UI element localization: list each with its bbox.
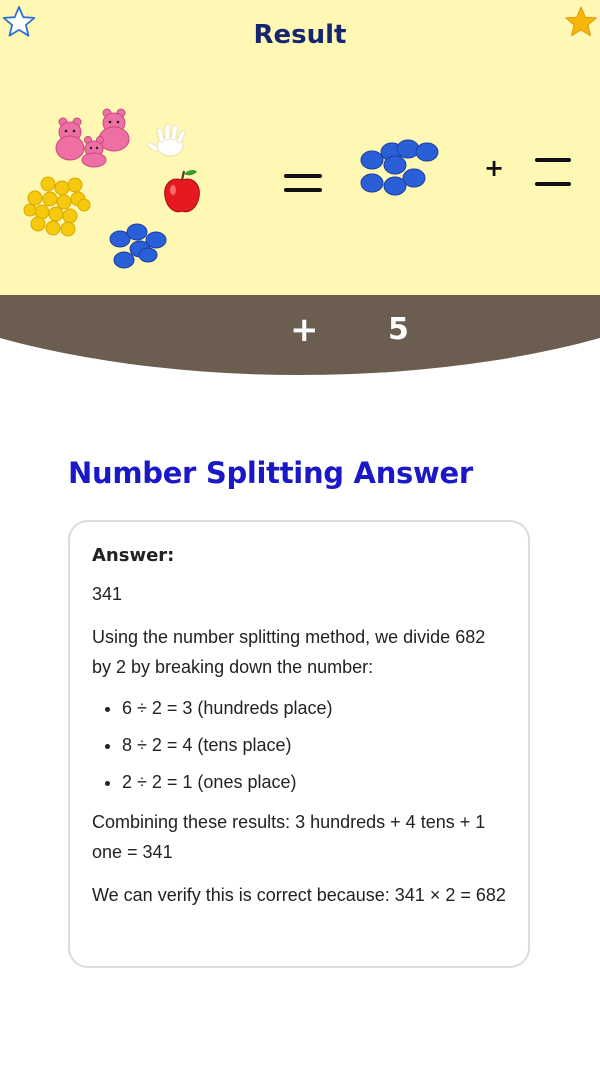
equals-sign-right-bottom bbox=[535, 182, 571, 186]
manipulatives-illustration bbox=[0, 0, 600, 295]
page-title: Result bbox=[253, 20, 347, 50]
blue-blocks-icon bbox=[110, 224, 166, 268]
combination-text: Combining these results: 3 hundreds + 4 tens + 1 one = 341 bbox=[92, 812, 486, 862]
answer-card bbox=[68, 520, 530, 968]
plus-sign: + bbox=[484, 154, 505, 182]
apple-icon bbox=[165, 170, 200, 212]
verification-text: We can verify this is correct because: 341 × 2 = 682 bbox=[92, 885, 506, 905]
method-explanation: Using the number splitting method, we divide 682 by 2 by breaking down the number: bbox=[92, 627, 486, 677]
equals-sign-bottom bbox=[284, 188, 322, 192]
step-item: • 6 ÷ 2 = 3 (hundreds place) bbox=[122, 696, 506, 720]
answer-value: 341 bbox=[92, 584, 123, 604]
answer-label: Answer: bbox=[92, 545, 175, 566]
yellow-beads-icon bbox=[24, 177, 90, 236]
band-operator: + bbox=[290, 310, 319, 350]
band-value: 5 bbox=[388, 312, 409, 347]
bears-icon bbox=[56, 109, 129, 167]
answer-heading: Number Splitting Answer bbox=[68, 456, 473, 490]
step-item: • 8 ÷ 2 = 4 (tens place) bbox=[122, 733, 506, 757]
hand-print-icon bbox=[147, 124, 186, 156]
equals-sign-right-top bbox=[535, 158, 571, 162]
equals-sign-top bbox=[284, 174, 322, 178]
step-item: • 2 ÷ 2 = 1 (ones place) bbox=[122, 770, 506, 794]
steps-list bbox=[92, 696, 506, 794]
blue-blocks-icon bbox=[361, 140, 438, 195]
